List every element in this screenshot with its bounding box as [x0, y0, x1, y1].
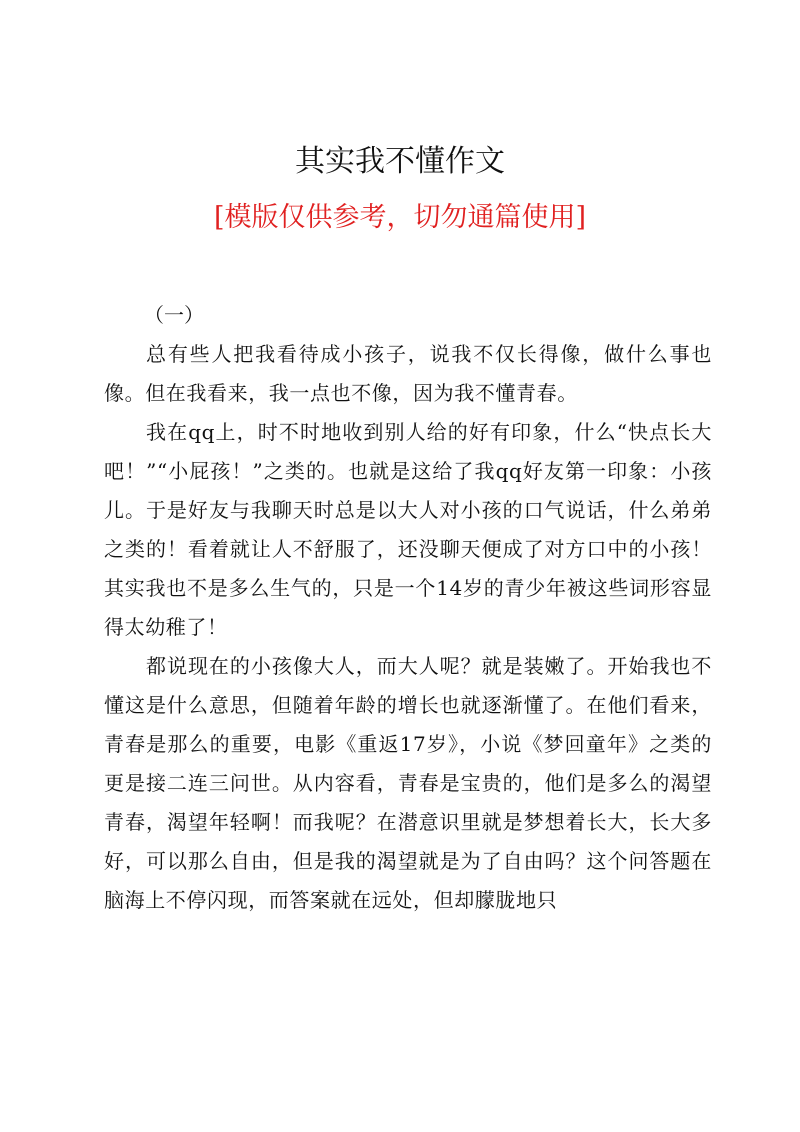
document-body	[104, 296, 712, 920]
document-title: 其实我不懂作文	[295, 144, 505, 179]
template-notice: [模版仅供参考，切勿通篇使用]	[213, 202, 587, 233]
paragraph-3: 都说现在的小孩像大人，而大人呢？就是装嫩了。开始我也不懂这是什么意思，但随着年龄的增长也就逐渐懂了。在他们看来，青春是那么的重要，电影《重返17岁》，小说《梦回童年》之类的更是接二连三问世。从内容看，青春是宝贵的，他们是多么的渴望青春，渴望年轻啊！而我呢？在潜意识里就是梦想着长大，长大多好，可以那么自由，但是我的渴望就是为了自由吗？这个问答题在脑海上不停闪现，而答案就在远处，但却朦胧地只	[104, 654, 712, 912]
paragraph-1: 总有些人把我看待成小孩子，说我不仅长得像，做什么事也像。但在我看来，我一点也不像，因为我不懂青春。	[104, 342, 712, 405]
paragraph-2: 我在qq上，时不时地收到别人给的好有印象，什么“快点长大吧！”“小屁孩！”之类的。也就是这给了我qq好友第一印象：小孩儿。于是好友与我聊天时总是以大人对小孩的口气说话，什么弟弟之类的！看着就让人不舒服了，还没聊天便成了对方口中的小孩！其实我也不是多么生气的，只是一个14岁的青少年被这些词形容显得太幼稚了！	[104, 420, 712, 639]
section-number: （一）	[144, 303, 204, 327]
